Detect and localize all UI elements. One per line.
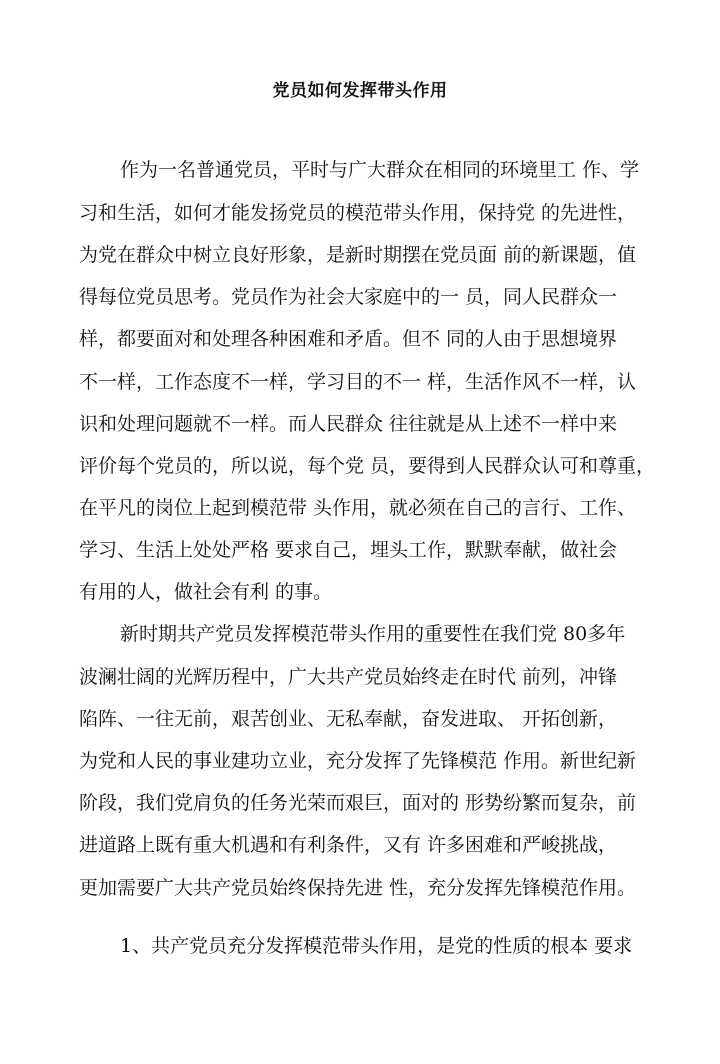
paragraph-1-line-3: 为党在群众中树立良好形象，是新时期摆在党员面 前的新课题，值	[79, 244, 637, 266]
paragraph-2-line-7: 更加需要广大共产党员始终保持先进 性，充分发挥先锋模范作用。	[79, 877, 637, 899]
paragraph-1-line-2: 习和生活，如何才能发扬党员的模范带头作用，保持党 的先进性，	[79, 202, 637, 224]
paragraph-1-line-5: 样，都要面对和处理各种困难和矛盾。但不 同的人由于思想境界	[79, 328, 618, 350]
paragraph-1-line-9: 在平凡的岗位上起到模范带 头作用，就必须在自己的言行、工作、	[79, 497, 637, 519]
paragraph-1-line-10: 学习、生活上处处严格 要求自己，埋头工作，默默奉献，做社会	[79, 539, 618, 561]
paragraph-1-line-7: 识和处理问题就不一样。而人民群众 往往就是从上述不一样中来	[79, 413, 618, 435]
paragraph-2-line-2: 波澜壮阔的光辉历程中，广大共产党员始终走在时代 前列，冲锋	[79, 666, 618, 688]
paragraph-1-line-8: 评价每个党员的，所以说，每个党 员，要得到人民群众认可和尊重，	[79, 455, 656, 477]
paragraph-2-line-3: 陷阵、一往无前，艰苦创业、无私奉献，奋发进取、 开拓创新，	[79, 708, 618, 730]
paragraph-2-line-5: 阶段，我们党肩负的任务光荣而艰巨，面对的 形势纷繁而复杂，前	[79, 792, 637, 814]
paragraph-2-line-1: 新时期共产党员发挥模范带头作用的重要性在我们党 80多年	[120, 623, 626, 645]
paragraph-1-line-1: 作为一名普通党员，平时与广大群众在相同的环境里工 作、学	[120, 159, 640, 181]
document-title: 党员如何发挥带头作用	[272, 81, 448, 101]
paragraph-1-line-6: 不一样，工作态度不一样，学习目的不一 样，生活作风不一样，认	[79, 371, 637, 393]
paragraph-2-line-4: 为党和人民的事业建功立业，充分发挥了先锋模范 作用。新世纪新	[79, 750, 637, 772]
paragraph-2-line-6: 进道路上既有重大机遇和有利条件，又有 许多困难和严峻挑战，	[79, 834, 618, 856]
paragraph-1-line-4: 得每位党员思考。党员作为社会大家庭中的一 员，同人民群众一	[79, 286, 618, 308]
paragraph-1-line-11: 有用的人，做社会有利 的事。	[79, 581, 333, 603]
section-heading-1: 1、共产党员充分发挥模范带头作用，是党的性质的根本 要求	[120, 935, 633, 957]
